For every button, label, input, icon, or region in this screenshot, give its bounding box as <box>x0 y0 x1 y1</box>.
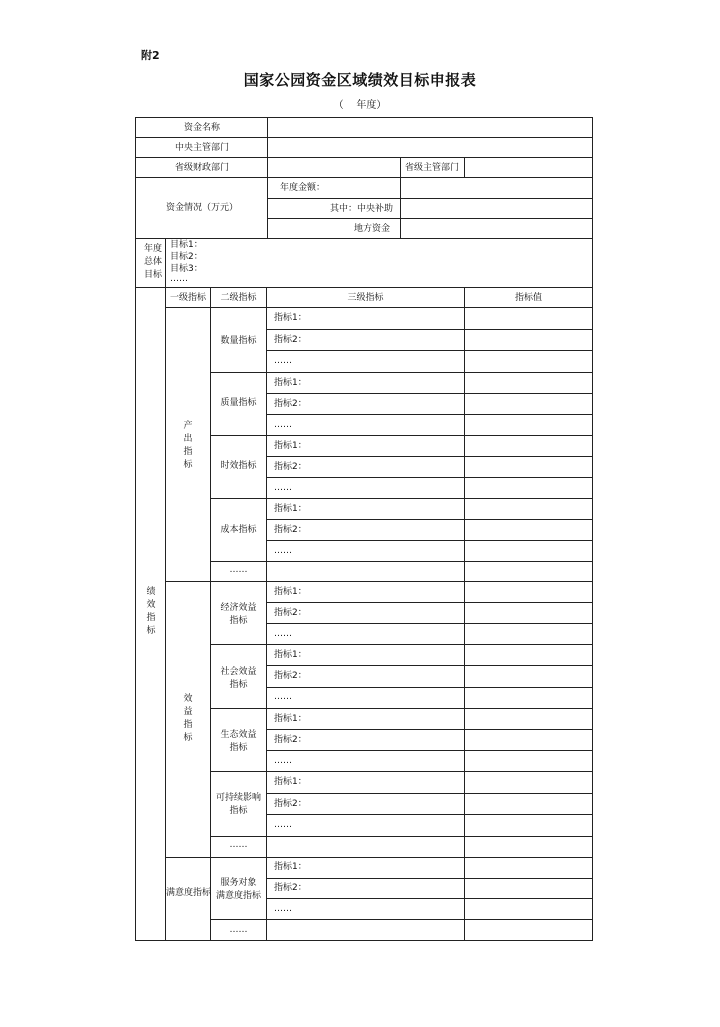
service-satisfaction-line2: 满意度指标 <box>215 891 261 901</box>
grid-hline <box>266 750 593 751</box>
grid-hline <box>266 414 593 415</box>
local-funds-label: 地方资金 <box>354 224 391 234</box>
fund-status-label: 资金情况（万元） <box>165 203 238 213</box>
annual-amount-label: 年度金额： <box>280 183 326 193</box>
grid-hline <box>266 477 593 478</box>
grid-hline <box>165 581 593 582</box>
grid-hline <box>267 198 593 199</box>
goal-more: …… <box>170 274 188 284</box>
grid-vline <box>266 287 267 941</box>
grid-hline <box>266 540 593 541</box>
attachment-label: 附2 <box>141 49 160 62</box>
header-level2: 二级指标 <box>220 293 257 303</box>
goal-2: 目标2： <box>170 252 203 262</box>
output-indicators-label: 产出指标 <box>183 421 193 470</box>
grid-hline <box>266 393 593 394</box>
indicator-more: …… <box>274 756 292 766</box>
benefit-indicators-label: 效益指标 <box>183 694 193 743</box>
indicator-item2: 指标2： <box>274 735 307 745</box>
benefit-more: …… <box>229 840 248 850</box>
central-subsidy-label: 其中：中央补助 <box>330 204 394 214</box>
satisfaction-indicators-label: 满意度指标 <box>166 888 212 898</box>
ecological-benefit-line1: 生态效益 <box>220 730 257 740</box>
ecological-benefit-line2: 指标 <box>229 743 248 753</box>
grid-hline <box>266 814 593 815</box>
grid-vline <box>464 157 465 177</box>
indicator-item1: 指标1： <box>274 378 307 388</box>
grid-hline <box>266 350 593 351</box>
service-satisfaction-line1: 服务对象 <box>220 878 257 888</box>
indicator-more: …… <box>274 692 292 702</box>
indicator-item1: 指标1： <box>274 504 307 514</box>
grid-hline <box>210 372 593 373</box>
year-label: 年度） <box>356 100 387 111</box>
header-value: 指标值 <box>514 293 542 303</box>
grid-hline <box>266 602 593 603</box>
social-benefit-line2: 指标 <box>229 680 248 690</box>
grid-hline <box>210 498 593 499</box>
goal-3: 目标3： <box>170 264 203 274</box>
grid-hline <box>266 665 593 666</box>
grid-hline <box>135 157 593 158</box>
indicator-more: …… <box>274 483 292 493</box>
satisfaction-more: …… <box>229 925 248 935</box>
indicator-item1: 指标1： <box>274 862 307 872</box>
grid-hline <box>210 708 593 709</box>
grid-hline <box>267 218 593 219</box>
grid-hline <box>135 137 593 138</box>
form-title: 国家公园资金区域绩效目标申报表 <box>243 71 477 89</box>
header-level3: 三级指标 <box>347 293 384 303</box>
grid-hline <box>266 729 593 730</box>
performance-indicators-label: 绩效指标 <box>146 587 156 636</box>
grid-hline <box>266 623 593 624</box>
timeliness-indicators-label: 时效指标 <box>220 461 257 471</box>
indicator-item1: 指标1： <box>274 777 307 787</box>
grid-hline <box>266 878 593 879</box>
indicator-item1: 指标1： <box>274 441 307 451</box>
grid-hline <box>135 238 593 239</box>
indicator-item2: 指标2： <box>274 525 307 535</box>
indicator-more: …… <box>274 420 292 430</box>
grid-hline <box>210 771 593 772</box>
fund-name-label: 资金名称 <box>183 123 220 133</box>
grid-hline <box>266 456 593 457</box>
grid-hline <box>266 898 593 899</box>
sustainable-impact-line1: 可持续影响 <box>215 793 261 803</box>
indicator-item1: 指标1： <box>274 714 307 724</box>
economic-benefit-line2: 指标 <box>229 616 248 626</box>
social-benefit-line1: 社会效益 <box>220 667 257 677</box>
central-dept-label: 中央主管部门 <box>174 143 229 153</box>
indicator-more: …… <box>274 356 292 366</box>
economic-benefit-line1: 经济效益 <box>220 603 257 613</box>
sustainable-impact-line2: 指标 <box>229 806 248 816</box>
grid-hline <box>266 519 593 520</box>
indicator-more: …… <box>274 546 292 556</box>
grid-hline <box>165 307 593 308</box>
grid-hline <box>210 561 593 562</box>
grid-hline <box>266 329 593 330</box>
indicator-item2: 指标2： <box>274 799 307 809</box>
year-subtitle <box>0 96 720 111</box>
provincial-finance-label: 省级财政部门 <box>174 163 229 173</box>
grid-hline <box>210 644 593 645</box>
indicator-more: …… <box>274 904 292 914</box>
header-level1: 一级指标 <box>169 293 206 303</box>
indicator-more: …… <box>274 820 292 830</box>
grid-hline <box>135 287 593 288</box>
goal-1: 目标1： <box>170 240 203 250</box>
output-more: …… <box>229 565 248 575</box>
grid-vline <box>267 117 268 238</box>
grid-hline <box>210 435 593 436</box>
indicator-item2: 指标2： <box>274 335 307 345</box>
indicator-item1: 指标1： <box>274 587 307 597</box>
grid-hline <box>266 793 593 794</box>
indicator-more: …… <box>274 629 292 639</box>
indicator-item2: 指标2： <box>274 608 307 618</box>
indicator-item2: 指标2： <box>274 671 307 681</box>
grid-vline <box>464 287 465 941</box>
grid-hline <box>266 687 593 688</box>
grid-hline <box>210 836 593 837</box>
grid-vline <box>165 287 166 941</box>
indicator-item2: 指标2： <box>274 399 307 409</box>
form-table <box>135 117 593 941</box>
grid-hline <box>165 857 593 858</box>
indicator-item2: 指标2： <box>274 462 307 472</box>
provincial-dept-label: 省级主管部门 <box>404 163 459 173</box>
indicator-item2: 指标2： <box>274 883 307 893</box>
quality-indicators-label: 质量指标 <box>220 398 257 408</box>
indicator-item1: 指标1： <box>274 650 307 660</box>
cost-indicators-label: 成本指标 <box>220 525 257 535</box>
quantity-indicators-label: 数量指标 <box>220 336 257 346</box>
indicator-item1: 指标1： <box>274 313 307 323</box>
year-open-paren: （ <box>333 100 344 111</box>
grid-vline <box>165 238 166 287</box>
grid-hline <box>135 177 593 178</box>
grid-hline <box>210 919 593 920</box>
annual-goals-label: 年度总体目标 <box>143 244 162 280</box>
